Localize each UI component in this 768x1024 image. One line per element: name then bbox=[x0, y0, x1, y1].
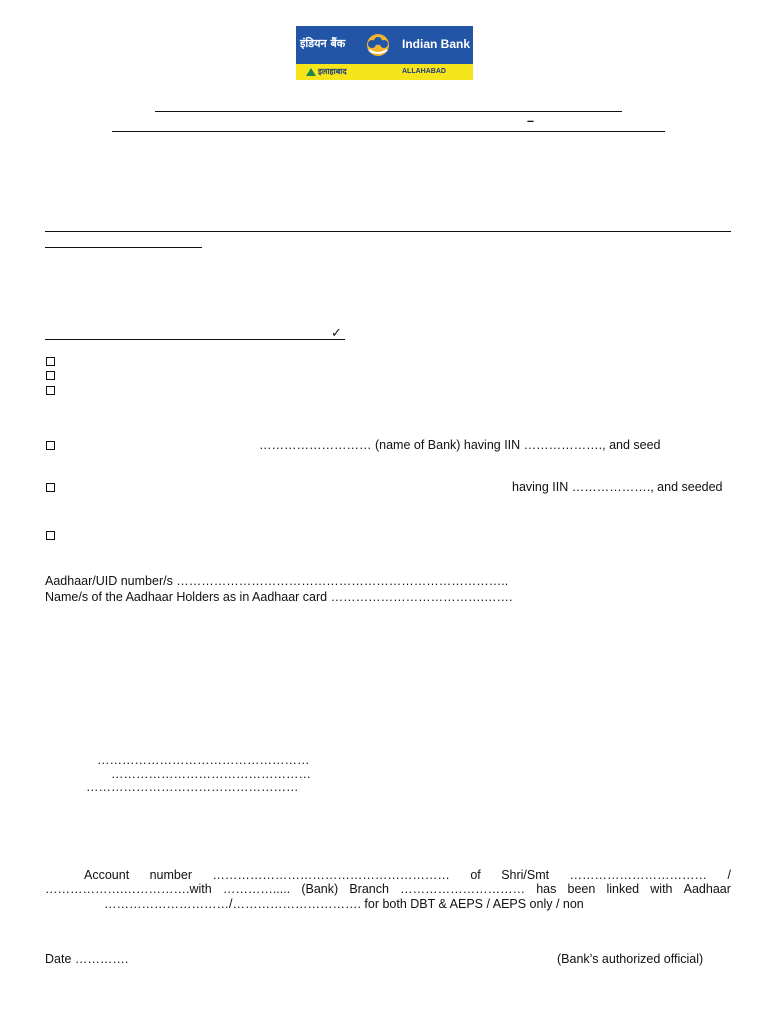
date-field: Date …………. bbox=[45, 952, 129, 966]
logo-triangle-icon bbox=[306, 68, 316, 76]
cert-word: …………..... bbox=[222, 882, 291, 896]
options-heading-rule bbox=[45, 339, 345, 340]
subject-rule-1 bbox=[45, 231, 731, 232]
cert-word: Branch bbox=[349, 882, 389, 896]
certificate-line-1 bbox=[84, 868, 731, 882]
option-6-checkbox[interactable] bbox=[46, 531, 55, 540]
option-4-checkbox[interactable] bbox=[46, 441, 55, 450]
logo-english-name: Indian Bank bbox=[402, 37, 471, 51]
title-rule-1 bbox=[155, 111, 622, 112]
logo-emblem-icon bbox=[363, 32, 393, 58]
signature-line-3: …………………………………………… bbox=[86, 780, 299, 794]
authorized-official-label: (Bank’s authorized official) bbox=[557, 952, 704, 966]
cert-word: Aadhaar bbox=[683, 882, 731, 896]
option-5-text: having IIN ………………., and seeded bbox=[512, 480, 723, 494]
cert-word: been bbox=[567, 882, 596, 896]
cert-word: ………………………………………………… bbox=[212, 868, 450, 882]
signature-line-1: …………………………………………… bbox=[97, 753, 310, 767]
cert-word: (Bank) bbox=[301, 882, 339, 896]
option-1-checkbox[interactable] bbox=[46, 357, 55, 366]
cert-word: of bbox=[470, 868, 481, 882]
logo-sub-english: ALLAHABAD bbox=[402, 68, 446, 75]
option-4-text: ……………………… (name of Bank) having IIN ………………., and seed bbox=[259, 438, 661, 452]
cert-word: with bbox=[650, 882, 673, 896]
cert-word: Shri/Smt bbox=[501, 868, 550, 882]
cert-word: linked bbox=[606, 882, 640, 896]
title-rule-2 bbox=[112, 131, 665, 132]
certificate-line-2 bbox=[45, 882, 731, 896]
cert-word: …………………………… bbox=[569, 868, 708, 882]
signature-line-2: ………………………………………… bbox=[111, 767, 311, 781]
option-3-checkbox[interactable] bbox=[46, 386, 55, 395]
cert-word: number bbox=[149, 868, 192, 882]
title-dash: – bbox=[527, 114, 534, 128]
logo-hindi-name: इंडियन बैंक bbox=[300, 37, 346, 50]
option-5-checkbox[interactable] bbox=[46, 483, 55, 492]
cert-word: / bbox=[727, 868, 731, 882]
cert-word: ………………………… bbox=[400, 882, 526, 896]
aadhaar-uid-line: Aadhaar/UID number/s …………………………………………………………………….. bbox=[45, 574, 509, 588]
cert-word: ……………….…………….with bbox=[45, 882, 212, 896]
aadhaar-names-line: Name/s of the Aadhaar Holders as in Aadhaar card ……………………………….……. bbox=[45, 590, 513, 604]
subject-rule-2 bbox=[45, 247, 202, 248]
checkmark-icon: ✓ bbox=[331, 325, 342, 340]
cert-word: Account bbox=[84, 868, 130, 882]
bank-logo bbox=[296, 26, 473, 80]
logo-sub-hindi: इलाहाबाद bbox=[318, 67, 347, 76]
cert-word: has bbox=[536, 882, 557, 896]
option-2-checkbox[interactable] bbox=[46, 371, 55, 380]
certificate-line-3: …………………………/…………………………. for both DBT & AEPS / AEPS only / non bbox=[104, 897, 584, 911]
